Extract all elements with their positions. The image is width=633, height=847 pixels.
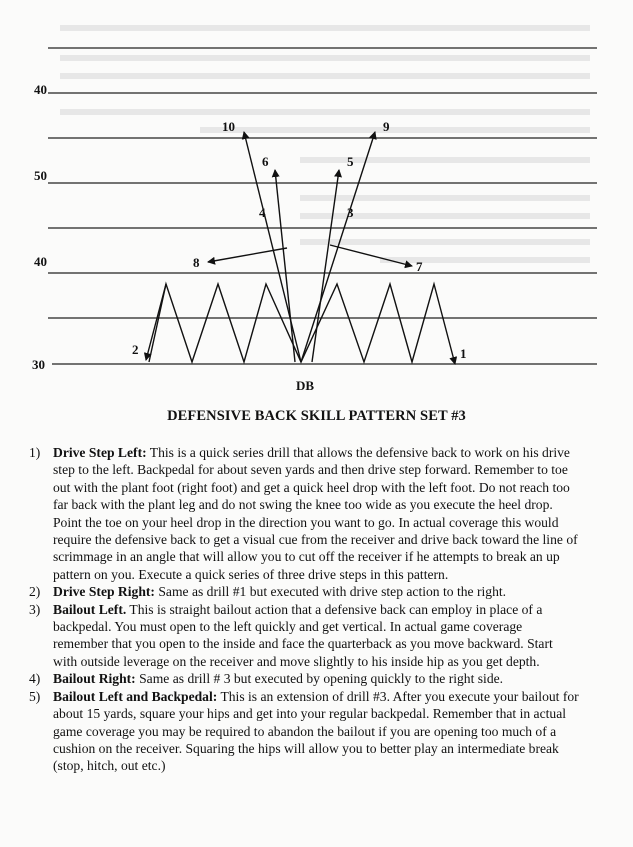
yard-label-50: 50 — [34, 168, 47, 183]
route-number-3: 3 — [347, 205, 354, 220]
drill-title: Bailout Right: — [53, 671, 136, 687]
route-number-1: 1 — [460, 346, 467, 361]
drill-item-3 — [29, 601, 579, 671]
drill-number: 4) — [29, 671, 41, 687]
route-number-10: 10 — [222, 119, 235, 134]
drill-title: Bailout Left and Backpedal: — [53, 688, 218, 704]
yard-label-40-bottom: 40 — [34, 254, 47, 269]
drill-list — [29, 444, 579, 775]
route-number-9: 9 — [383, 119, 390, 134]
position-label-db: DB — [296, 378, 315, 393]
route-number-5: 5 — [347, 154, 354, 169]
route-number-2: 2 — [132, 342, 139, 357]
drill-number: 3) — [29, 601, 41, 617]
drill-body — [53, 601, 579, 671]
drill-body — [53, 688, 579, 775]
bleed-through-marks — [60, 28, 590, 260]
page-title: DEFENSIVE BACK SKILL PATTERN SET #3 — [167, 408, 466, 424]
drill-number: 1) — [29, 445, 41, 460]
route-number-6: 6 — [262, 154, 269, 169]
yard-label-30: 30 — [32, 357, 45, 372]
drill-item-5 — [29, 688, 579, 775]
zigzag-pattern — [146, 284, 455, 364]
drill-number: 5) — [29, 688, 41, 704]
drill-body — [53, 444, 579, 583]
drill-number: 2) — [29, 584, 41, 600]
drill-item-2 — [29, 583, 579, 600]
route-number-7: 7 — [416, 259, 423, 274]
yard-label-40-top: 40 — [34, 82, 47, 97]
drill-item-1 — [29, 444, 579, 583]
skill-pattern-diagram — [0, 0, 633, 400]
drill-text: Same as drill # 3 but executed by opening quickly to the right side. — [139, 671, 504, 687]
drill-body — [53, 670, 579, 687]
drill-text: This is an extension of drill #3. After you execute your bailout for about 15 yards, square your hips and get into your regular backpedal. Remember that in actual game coverage you may be required to abandon the bailout if you are opening too much of a cushion on the receiver. Squaring the hips will allow you to better play an intermediate break (stop, hitch, out etc.) — [53, 688, 579, 774]
drill-item-4 — [29, 670, 579, 687]
drill-title: Drive Step Right: — [53, 584, 155, 600]
route-number-4: 4 — [259, 205, 266, 220]
route-number-8: 8 — [193, 255, 200, 270]
drill-title: Bailout Left. — [53, 601, 127, 617]
drill-text: This is a quick series drill that allows the defensive back to work on his drive step to the left. Backpedal for about seven yards and then drive step forward. Remember to toe out with the plant foot (right foot) and get a quick heel drop with the left foot. Do not reach too far back with the plant leg and do not swing the knee too wide as you execute the heel drop. Point the toe on your heel drop in the direction you want to go. In actual coverage this would require the defensive back to get a visual cue from the receiver and drive back toward the line of scrimmage in an angle that will allow you to cut off the receiver if he attempts to break an up pattern on you. Execute a quick series of three drive steps in this pattern. — [53, 445, 578, 582]
drill-title: Drive Step Left: — [53, 445, 147, 460]
drill-text: Same as drill #1 but executed with drive step action to the right. — [158, 584, 507, 600]
drill-body — [53, 583, 579, 600]
drill-text: This is straight bailout action that a defensive back can employ in place of a backpedal. You must open to the left quickly and get vertical. In actual game coverage remember that you open to the inside and face the quarterback as you move backward. Start with outside leverage on the receiver and move slightly to his inside hip as you get depth. — [53, 601, 553, 669]
